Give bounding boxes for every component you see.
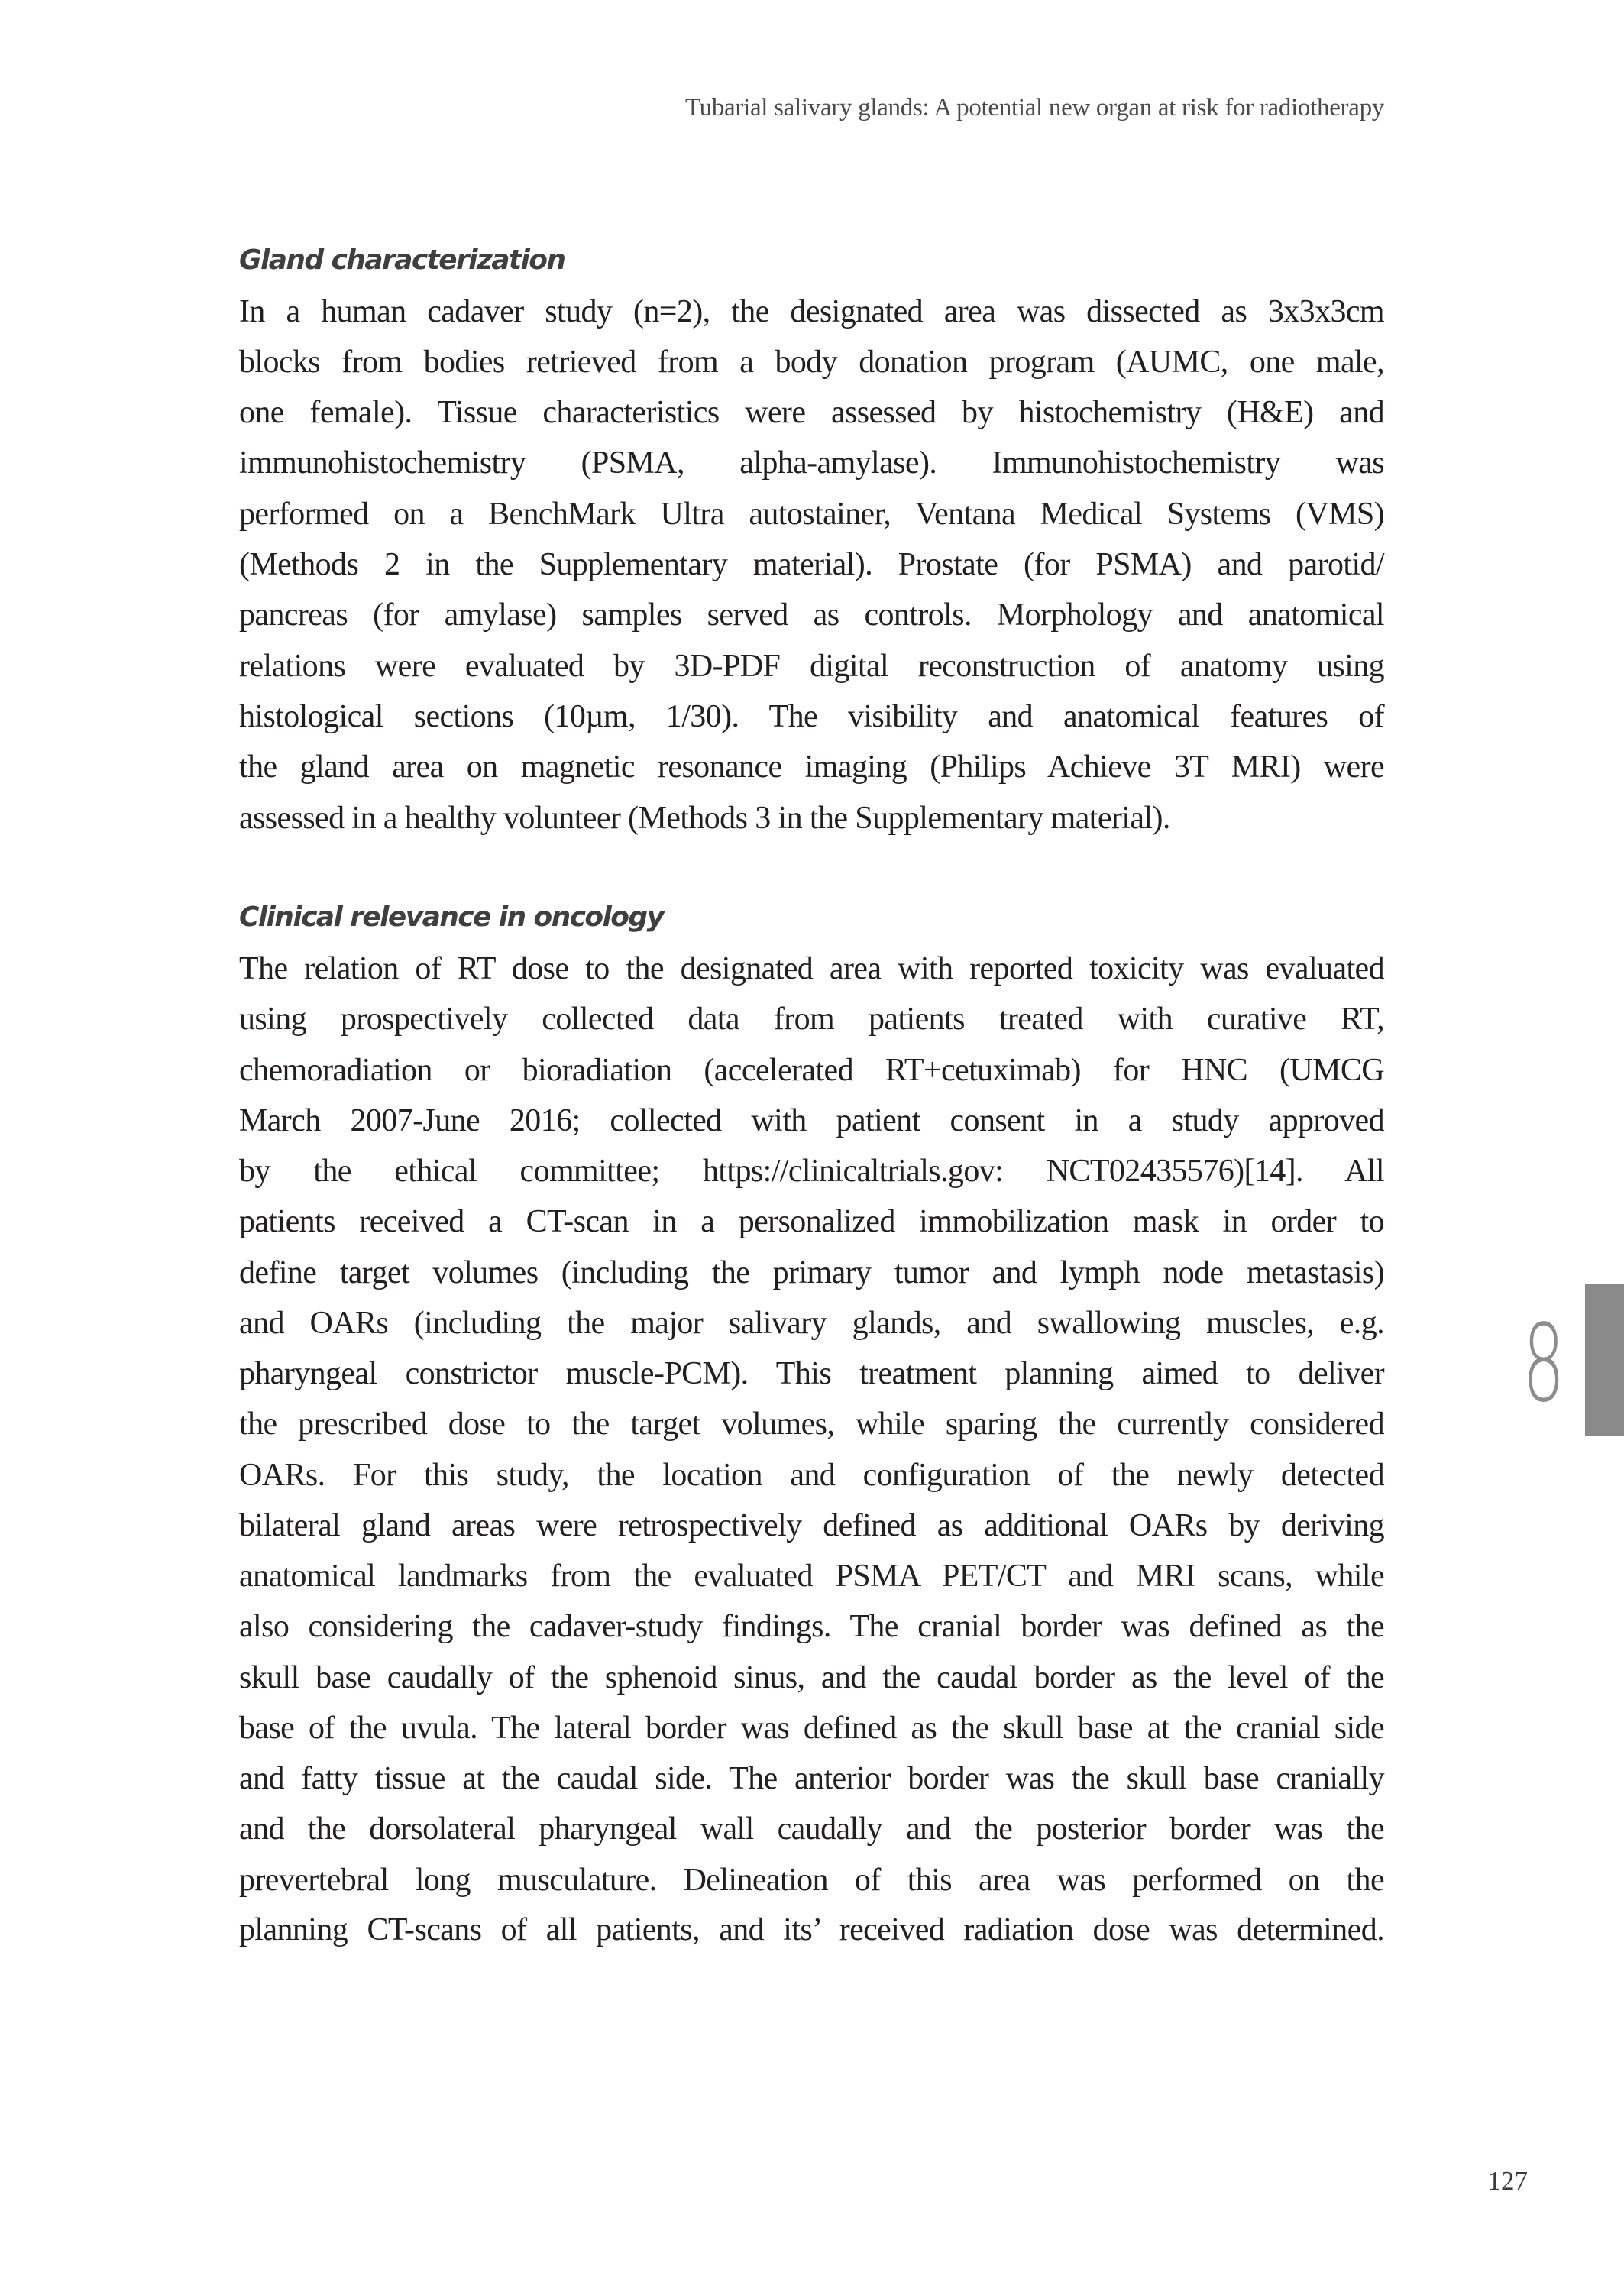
paragraph-line: In a human cadaver study (n=2), the designated area was dissected as 3x3x3cm — [239, 294, 1384, 329]
paragraph-line: chemoradiation or bioradiation (accelerated RT+cetuximab) for HNC (UMCG — [239, 1053, 1384, 1088]
paragraph-line: and OARs (including the major salivary glands, and swallowing muscles, e.g. — [239, 1306, 1384, 1341]
paragraph-line: the prescribed dose to the target volumes, while sparing the currently considered — [239, 1407, 1384, 1442]
paragraph-line: base of the uvula. The lateral border was defined as the skull base at the cranial side — [239, 1711, 1384, 1746]
paragraph-line: prevertebral long musculature. Delineation of this area was performed on the — [239, 1863, 1384, 1898]
running-header: Tubarial salivary glands: A potential new organ at risk for radiotherapy — [684, 94, 1384, 121]
paragraph-line: March 2007-June 2016; collected with patient consent in a study approved — [239, 1103, 1384, 1138]
section-heading-gland-characterization: Gland characterization — [239, 244, 565, 276]
paragraph-line: and the dorsolateral pharyngeal wall caudally and the posterior border was the — [239, 1811, 1384, 1847]
paragraph-line: histological sections (10µm, 1/30). The visibility and anatomical features of — [239, 699, 1384, 734]
paragraph-line: skull base caudally of the sphenoid sinus, and the caudal border as the level of the — [239, 1660, 1384, 1695]
section-heading-clinical-relevance: Clinical relevance in oncology — [239, 902, 664, 933]
paragraph-line: patients received a CT-scan in a personalized immobilization mask in order to — [239, 1204, 1384, 1239]
paragraph-line: using prospectively collected data from patients treated with curative RT, — [239, 1002, 1384, 1037]
paragraph-line: anatomical landmarks from the evaluated PSMA PET/CT and MRI scans, while — [239, 1559, 1384, 1594]
paragraph-line: bilateral gland areas were retrospectively defined as additional OARs by deriving — [239, 1508, 1384, 1543]
paragraph-line: blocks from bodies retrieved from a body donation program (AUMC, one male, — [239, 345, 1384, 380]
paragraph-line: and fatty tissue at the caudal side. The anterior border was the skull base cranially — [239, 1761, 1384, 1796]
paragraph-line: by the ethical committee; https://clinicaltrials.gov: NCT02435576)[14]. All — [239, 1154, 1384, 1189]
paragraph-line: immunohistochemistry (PSMA, alpha-amylase). Immunohistochemistry was — [239, 445, 1384, 481]
paragraph-line: relations were evaluated by 3D-PDF digital reconstruction of anatomy using — [239, 649, 1384, 684]
paragraph-line: planning CT-scans of all patients, and its’ received radiation dose was determined. — [239, 1912, 1384, 1947]
paragraph-line: assessed in a healthy volunteer (Methods 3 in the Supplementary material). — [239, 801, 1170, 836]
paragraph-line: define target volumes (including the primary tumor and lymph node metastasis) — [239, 1255, 1384, 1290]
paragraph-line: the gland area on magnetic resonance imaging (Philips Achieve 3T MRI) were — [239, 749, 1384, 785]
paragraph-line: OARs. For this study, the location and configuration of the newly detected — [239, 1458, 1384, 1493]
paragraph-line: (Methods 2 in the Supplementary material). Prostate (for PSMA) and parotid/ — [239, 547, 1384, 582]
paragraph-line: performed on a BenchMark Ultra autostainer, Ventana Medical Systems (VMS) — [239, 497, 1384, 532]
chapter-number: 8 — [1522, 1302, 1565, 1426]
paragraph-line: The relation of RT dose to the designated area with reported toxicity was evaluated — [239, 951, 1384, 986]
chapter-thumb-tab — [1585, 1284, 1624, 1436]
paragraph-line: pancreas (for amylase) samples served as controls. Morphology and anatomical — [239, 597, 1384, 633]
paragraph-line: also considering the cadaver-study findings. The cranial border was defined as the — [239, 1609, 1384, 1644]
page-number: 127 — [1487, 2166, 1528, 2196]
paragraph-line: one female). Tissue characteristics were assessed by histochemistry (H&E) and — [239, 395, 1384, 430]
paragraph-line: pharyngeal constrictor muscle-PCM). This treatment planning aimed to deliver — [239, 1356, 1384, 1391]
